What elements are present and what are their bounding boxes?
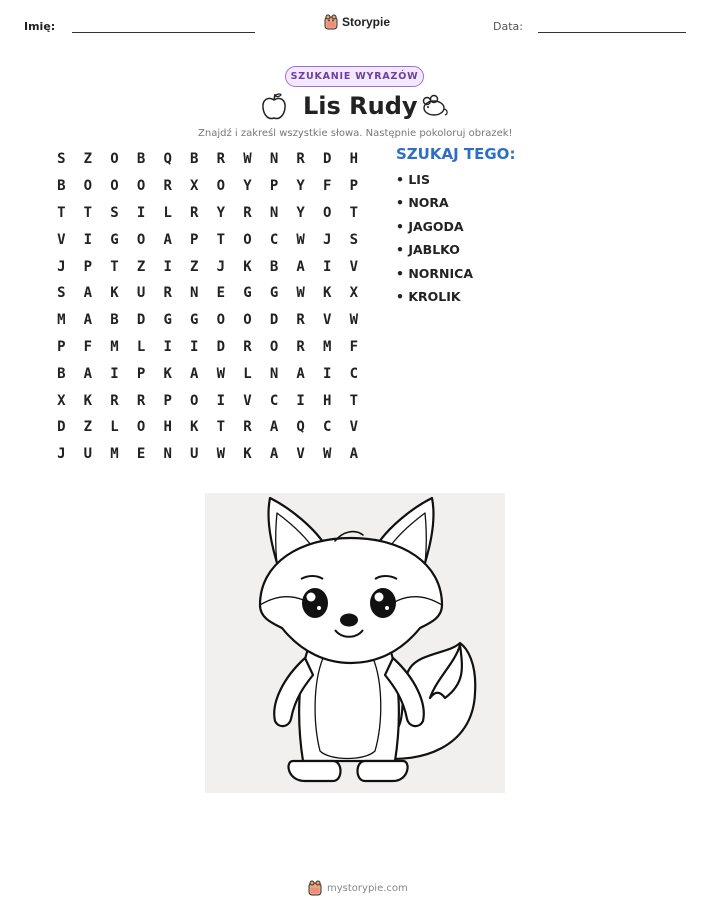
grid-letter[interactable]: K xyxy=(83,392,93,409)
grid-letter[interactable]: O xyxy=(243,231,252,248)
grid-letter[interactable]: U xyxy=(190,446,199,463)
grid-letter[interactable]: B xyxy=(57,178,66,195)
grid-letter[interactable]: O xyxy=(243,312,252,329)
grid-letter[interactable]: Y xyxy=(296,204,305,221)
word-list-item: • JAGODA xyxy=(396,218,464,234)
grid-letter[interactable]: M xyxy=(57,312,66,329)
page-footer xyxy=(308,880,408,896)
grid-letter[interactable]: W xyxy=(216,365,226,382)
grid-letter[interactable]: R xyxy=(110,392,119,409)
grid-letter[interactable]: T xyxy=(57,204,66,221)
grid-row xyxy=(48,414,367,441)
grid-letter[interactable]: R xyxy=(243,419,252,436)
grid-letter[interactable]: R xyxy=(136,392,146,409)
grid-letter[interactable]: Z xyxy=(136,258,146,275)
grid-letter[interactable]: O xyxy=(323,204,332,221)
grid-letter[interactable]: O xyxy=(136,231,146,248)
grid-letter[interactable]: V xyxy=(349,258,359,275)
grid-letter[interactable]: N xyxy=(269,365,279,382)
grid-letter[interactable]: I xyxy=(163,258,172,275)
name-label: Imię: xyxy=(24,20,56,33)
fox-illustration xyxy=(205,493,505,793)
grid-letter[interactable]: I xyxy=(296,392,305,409)
word-list-item: • NORNICA xyxy=(396,265,474,281)
grid-letter[interactable]: G xyxy=(190,312,199,329)
storypie-footer-icon xyxy=(308,880,322,896)
grid-letter[interactable]: F xyxy=(323,178,332,195)
grid-letter[interactable]: W xyxy=(296,285,305,302)
grid-letter[interactable]: K xyxy=(243,446,252,463)
grid-letter[interactable]: D xyxy=(269,312,279,329)
grid-row xyxy=(48,200,367,227)
grid-letter[interactable]: A xyxy=(83,365,93,382)
grid-letter[interactable]: M xyxy=(110,338,119,355)
grid-letter[interactable]: O xyxy=(216,178,226,195)
grid-letter[interactable]: X xyxy=(57,392,66,409)
grid-letter[interactable]: Z xyxy=(190,258,199,275)
grid-letter[interactable]: K xyxy=(110,285,119,302)
grid-letter[interactable]: R xyxy=(163,178,172,195)
storypie-logo xyxy=(324,14,390,30)
grid-letter[interactable]: C xyxy=(323,419,332,436)
grid-letter[interactable]: I xyxy=(323,365,332,382)
grid-letter[interactable]: O xyxy=(110,151,119,168)
grid-letter[interactable]: P xyxy=(83,258,93,275)
grid-letter[interactable]: H xyxy=(163,419,172,436)
grid-letter[interactable]: S xyxy=(57,285,66,302)
grid-letter[interactable]: P xyxy=(349,178,359,195)
grid-letter[interactable]: Q xyxy=(163,151,172,168)
storypie-mascot-icon xyxy=(324,14,338,30)
apple-icon xyxy=(260,92,288,122)
grid-letter[interactable]: Y xyxy=(296,178,305,195)
mouse-icon xyxy=(420,94,450,118)
grid-letter[interactable]: V xyxy=(323,312,332,329)
grid-letter[interactable]: O xyxy=(136,178,146,195)
grid-letter[interactable]: R xyxy=(190,204,199,221)
grid-letter[interactable]: P xyxy=(269,178,279,195)
grid-letter[interactable]: D xyxy=(323,151,332,168)
grid-letter[interactable]: S xyxy=(349,231,359,248)
grid-letter[interactable]: H xyxy=(349,151,359,168)
date-field[interactable] xyxy=(538,32,686,33)
grid-letter[interactable]: D xyxy=(216,338,226,355)
grid-letter[interactable]: A xyxy=(163,231,172,248)
grid-letter[interactable]: F xyxy=(83,338,93,355)
grid-letter[interactable]: C xyxy=(349,365,359,382)
grid-letter[interactable]: P xyxy=(136,365,146,382)
grid-letter[interactable]: T xyxy=(216,419,226,436)
grid-letter[interactable]: R xyxy=(163,285,172,302)
grid-letter[interactable]: A xyxy=(83,285,93,302)
grid-letter[interactable]: G xyxy=(243,285,252,302)
word-list-item: • LIS xyxy=(396,172,430,187)
activity-badge: SZUKANIE WYRAZÓW xyxy=(285,66,424,87)
grid-row xyxy=(48,146,367,173)
brand-name: Storypie xyxy=(342,15,391,29)
grid-letter[interactable]: B xyxy=(57,365,66,382)
grid-letter[interactable]: K xyxy=(163,365,172,382)
grid-letter[interactable]: S xyxy=(57,151,66,168)
word-list-item: • JABLKO xyxy=(396,242,460,258)
grid-row xyxy=(48,334,367,361)
grid-letter[interactable]: A xyxy=(83,312,93,329)
grid-letter[interactable]: I xyxy=(323,258,332,275)
grid-letter[interactable]: O xyxy=(269,338,279,355)
grid-row xyxy=(48,387,367,414)
grid-letter[interactable]: L xyxy=(136,338,146,355)
grid-letter[interactable]: Z xyxy=(83,151,93,168)
grid-letter[interactable]: T xyxy=(83,204,93,221)
grid-letter[interactable]: G xyxy=(110,231,119,248)
grid-letter[interactable]: W xyxy=(296,231,305,248)
grid-row xyxy=(48,226,367,253)
page-title: Lis Rudy xyxy=(303,92,418,120)
grid-letter[interactable]: C xyxy=(269,392,279,409)
grid-letter[interactable]: E xyxy=(216,285,226,302)
grid-letter[interactable]: P xyxy=(163,392,172,409)
grid-letter[interactable]: W xyxy=(243,151,252,168)
grid-letter[interactable]: U xyxy=(136,285,146,302)
grid-letter[interactable]: L xyxy=(163,204,172,221)
grid-letter[interactable]: W xyxy=(216,446,226,463)
grid-letter[interactable]: A xyxy=(349,446,359,463)
grid-letter[interactable]: U xyxy=(83,446,93,463)
grid-letter[interactable]: A xyxy=(190,365,199,382)
grid-letter[interactable]: M xyxy=(323,338,332,355)
grid-letter[interactable]: V xyxy=(243,392,252,409)
grid-letter[interactable]: X xyxy=(190,178,199,195)
grid-letter[interactable]: T xyxy=(216,231,226,248)
grid-letter[interactable]: H xyxy=(323,392,332,409)
grid-letter[interactable]: V xyxy=(296,446,305,463)
grid-letter[interactable]: I xyxy=(190,338,199,355)
grid-letter[interactable]: T xyxy=(349,392,359,409)
grid-letter[interactable]: W xyxy=(323,446,332,463)
grid-letter[interactable]: K xyxy=(323,285,332,302)
grid-letter[interactable]: D xyxy=(57,419,66,436)
grid-row xyxy=(48,307,367,334)
fox-coloring-picture xyxy=(205,493,505,793)
grid-letter[interactable]: G xyxy=(269,285,279,302)
grid-letter[interactable]: Q xyxy=(296,419,305,436)
grid-letter[interactable]: J xyxy=(57,258,66,275)
grid-letter[interactable]: A xyxy=(296,258,305,275)
grid-row xyxy=(48,253,367,280)
grid-letter[interactable]: N xyxy=(190,285,199,302)
grid-letter[interactable]: J xyxy=(216,258,226,275)
word-list-item: • KROLIK xyxy=(396,288,461,304)
grid-letter[interactable]: B xyxy=(136,151,146,168)
word-list-title: SZUKAJ TEGO: xyxy=(396,145,516,163)
grid-letter[interactable]: S xyxy=(110,204,119,221)
grid-letter[interactable]: P xyxy=(57,338,66,355)
grid-letter[interactable]: Y xyxy=(243,178,252,195)
grid-letter[interactable]: I xyxy=(110,365,119,382)
grid-letter[interactable]: D xyxy=(136,312,146,329)
grid-letter[interactable]: O xyxy=(136,419,146,436)
grid-letter[interactable]: X xyxy=(349,285,359,302)
grid-letter[interactable]: I xyxy=(136,204,146,221)
grid-letter[interactable]: C xyxy=(269,231,279,248)
grid-letter[interactable]: N xyxy=(269,204,279,221)
page-header xyxy=(0,0,709,50)
grid-letter[interactable]: L xyxy=(110,419,119,436)
grid-letter[interactable]: O xyxy=(83,178,93,195)
grid-letter[interactable]: J xyxy=(323,231,332,248)
word-list xyxy=(396,170,473,310)
date-label: Data: xyxy=(493,20,523,33)
grid-letter[interactable]: A xyxy=(269,419,279,436)
grid-letter[interactable]: K xyxy=(243,258,252,275)
grid-letter[interactable]: T xyxy=(349,204,359,221)
grid-letter[interactable]: E xyxy=(136,446,146,463)
word-list-item: • NORA xyxy=(396,195,449,211)
grid-letter[interactable]: A xyxy=(296,365,305,382)
grid-row xyxy=(48,441,367,468)
grid-row xyxy=(48,280,367,307)
grid-letter[interactable]: R xyxy=(296,151,305,168)
grid-letter[interactable]: I xyxy=(216,392,226,409)
grid-letter[interactable]: B xyxy=(110,312,119,329)
grid-letter[interactable]: R xyxy=(243,338,252,355)
grid-letter[interactable]: O xyxy=(110,178,119,195)
grid-letter[interactable]: O xyxy=(216,312,226,329)
grid-letter[interactable]: R xyxy=(296,338,305,355)
grid-letter[interactable]: F xyxy=(349,338,359,355)
footer-url[interactable]: mystorypie.com xyxy=(327,882,408,894)
grid-letter[interactable]: L xyxy=(243,365,252,382)
grid-letter[interactable]: P xyxy=(190,231,199,248)
title-row xyxy=(0,90,709,126)
grid-letter[interactable]: T xyxy=(110,258,119,275)
grid-letter[interactable]: W xyxy=(349,312,359,329)
grid-row xyxy=(48,360,367,387)
grid-letter[interactable]: N xyxy=(163,446,172,463)
grid-letter[interactable]: O xyxy=(190,392,199,409)
word-search-grid[interactable] xyxy=(48,146,367,468)
grid-letter[interactable]: G xyxy=(163,312,172,329)
grid-letter[interactable]: R xyxy=(296,312,305,329)
grid-letter[interactable]: Y xyxy=(216,204,226,221)
grid-letter[interactable]: B xyxy=(269,258,279,275)
grid-letter[interactable]: V xyxy=(349,419,359,436)
grid-letter[interactable]: I xyxy=(163,338,172,355)
instructions-text: Znajdź i zakreśl wszystkie słowa. Następnie pokoloruj obrazek! xyxy=(198,128,513,139)
grid-letter[interactable]: R xyxy=(243,204,252,221)
grid-letter[interactable]: Z xyxy=(83,419,93,436)
grid-letter[interactable]: K xyxy=(190,419,199,436)
name-field[interactable] xyxy=(72,32,255,33)
grid-row xyxy=(48,173,367,200)
grid-letter[interactable]: R xyxy=(216,151,226,168)
grid-letter[interactable]: B xyxy=(190,151,199,168)
grid-letter[interactable]: V xyxy=(57,231,66,248)
grid-letter[interactable]: A xyxy=(269,446,279,463)
grid-letter[interactable]: N xyxy=(269,151,279,168)
grid-letter[interactable]: J xyxy=(57,446,66,463)
grid-letter[interactable]: M xyxy=(110,446,119,463)
grid-letter[interactable]: I xyxy=(83,231,93,248)
